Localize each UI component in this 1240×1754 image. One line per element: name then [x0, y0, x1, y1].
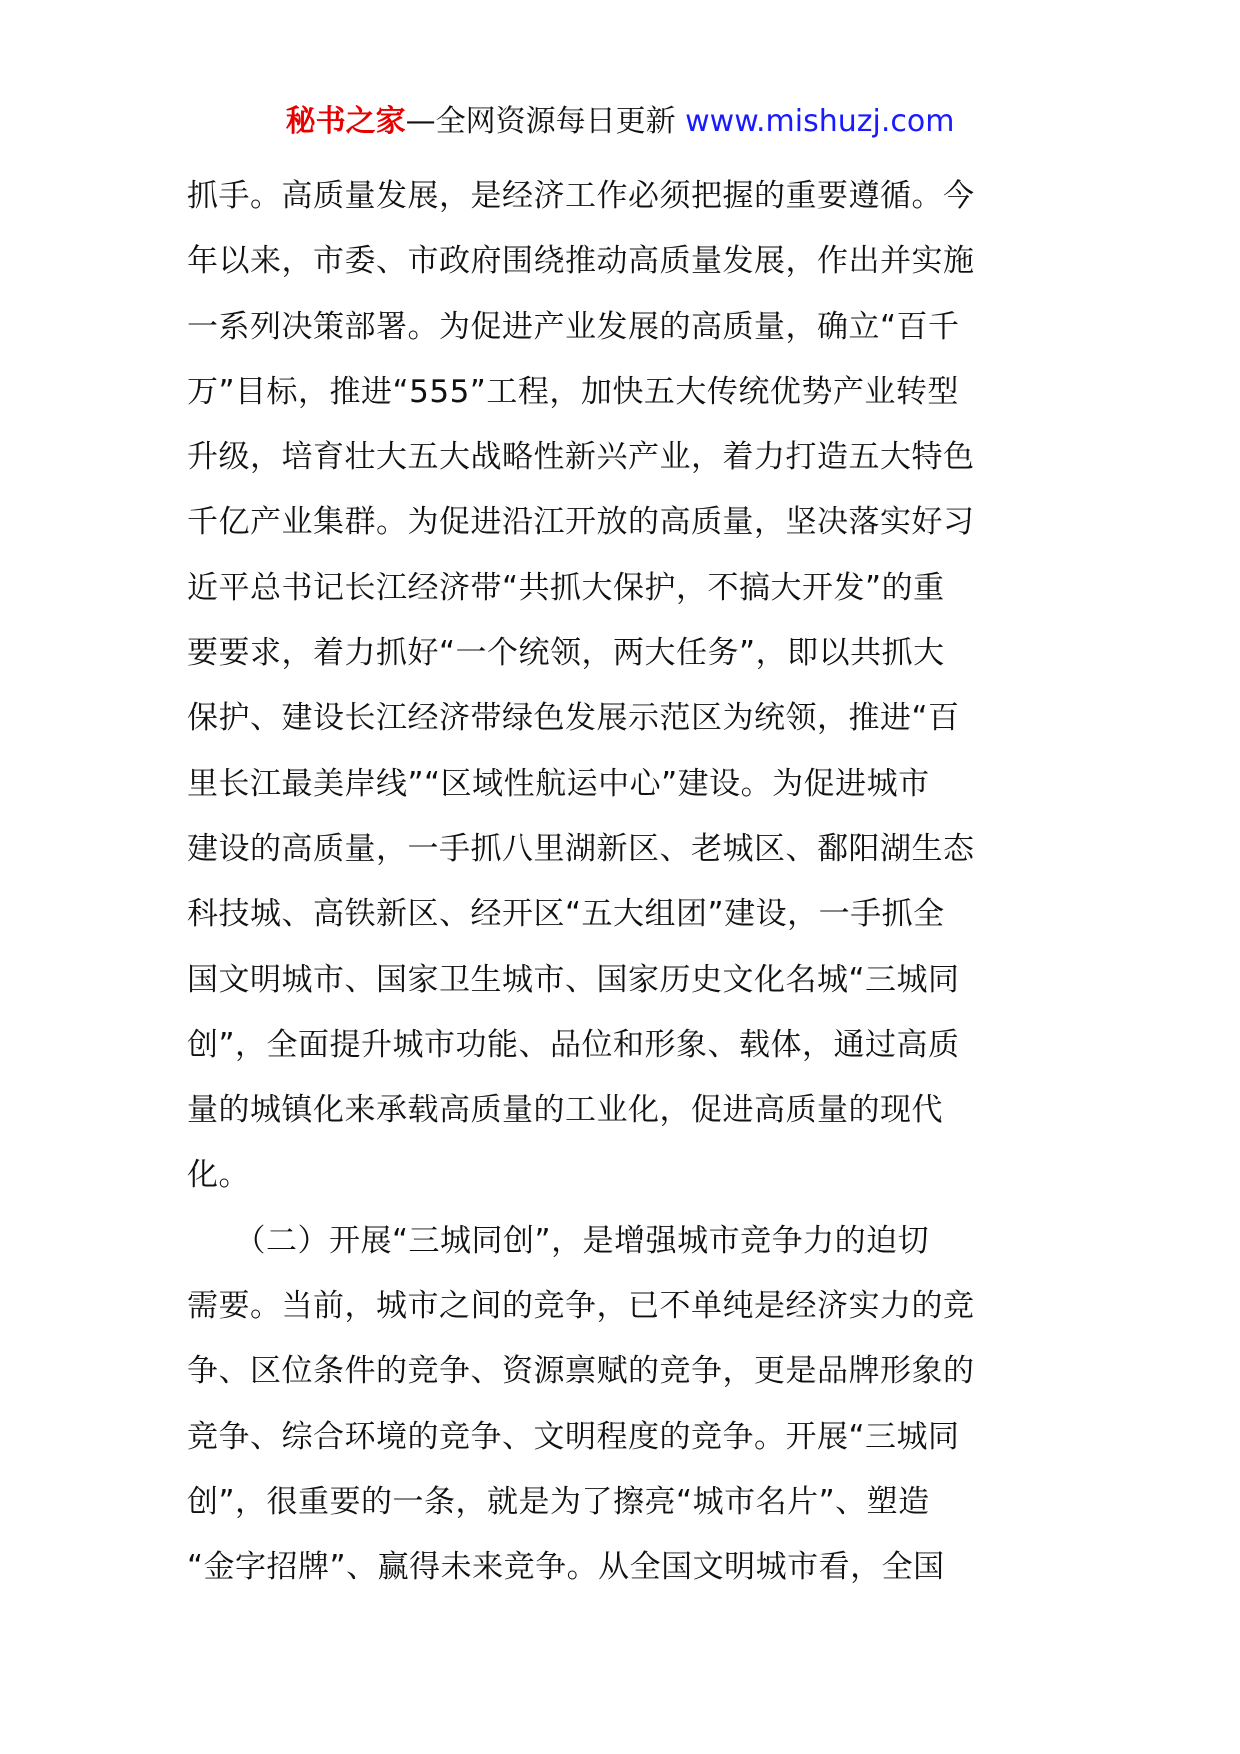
- text-line: 建设的高质量，一手抓八里湖新区、老城区、鄱阳湖生态: [187, 830, 975, 867]
- text-line: 千亿产业集群。为促进沿江开放的高质量，坚决落实好习: [187, 504, 975, 541]
- text-line: 竞争、综合环境的竞争、文明程度的竞争。开展“三城同: [187, 1418, 960, 1455]
- text-line: “金字招牌”、赢得未来竞争。从全国文明城市看，全国: [187, 1549, 945, 1586]
- text-line: 争、区位条件的竞争、资源禀赋的竞争，更是品牌形象的: [187, 1353, 975, 1390]
- text-line: 里长江最美岸线”“区域性航运中心”建设。为促进城市: [187, 765, 930, 802]
- brand-name: 秘书之家: [285, 104, 406, 139]
- text-line: 一系列决策部署。为促进产业发展的高质量，确立“百千: [187, 308, 960, 345]
- text-line: 近平总书记长江经济带“共抓大保护，不搞大开发”的重: [187, 569, 945, 606]
- text-line: 年以来，市委、市政府围绕推动高质量发展，作出并实施: [187, 243, 975, 280]
- text-line: 要要求，着力抓好“一个统领，两大任务”，即以共抓大: [187, 635, 945, 672]
- header-tagline: —全网资源每日更新: [405, 104, 686, 139]
- text-line: 国文明城市、国家卫生城市、国家历史文化名城“三城同: [187, 961, 960, 998]
- text-line: 量的城镇化来承载高质量的工业化，促进高质量的现代: [187, 1092, 943, 1129]
- text-line: 需要。当前，城市之间的竞争，已不单纯是经济实力的竞: [187, 1288, 975, 1325]
- text-line: 科技城、高铁新区、经开区“五大组团”建设，一手抓全: [187, 896, 945, 933]
- text-line: 保护、建设长江经济带绿色发展示范区为统领，推进“百: [187, 700, 960, 737]
- text-line: 万”目标，推进“555”工程，加快五大传统优势产业转型: [187, 373, 959, 410]
- text-line: 创”，很重要的一条，就是为了擦亮“城市名片”、塑造: [187, 1483, 930, 1520]
- text-line: 升级，培育壮大五大战略性新兴产业，着力打造五大特色: [187, 439, 975, 476]
- document-body: [187, 164, 1057, 1601]
- text-line: （二）开展“三城同创”，是增强城市竞争力的迫切: [187, 1222, 930, 1259]
- text-line: 化。: [187, 1157, 250, 1194]
- text-line: 抓手。高质量发展，是经济工作必须把握的重要遵循。今: [187, 178, 975, 214]
- text-line: 创”，全面提升城市功能、品位和形象、载体，通过高质: [187, 1026, 960, 1063]
- site-url-link[interactable]: www.mishuzj.com: [685, 104, 955, 139]
- page-header: [0, 100, 1240, 144]
